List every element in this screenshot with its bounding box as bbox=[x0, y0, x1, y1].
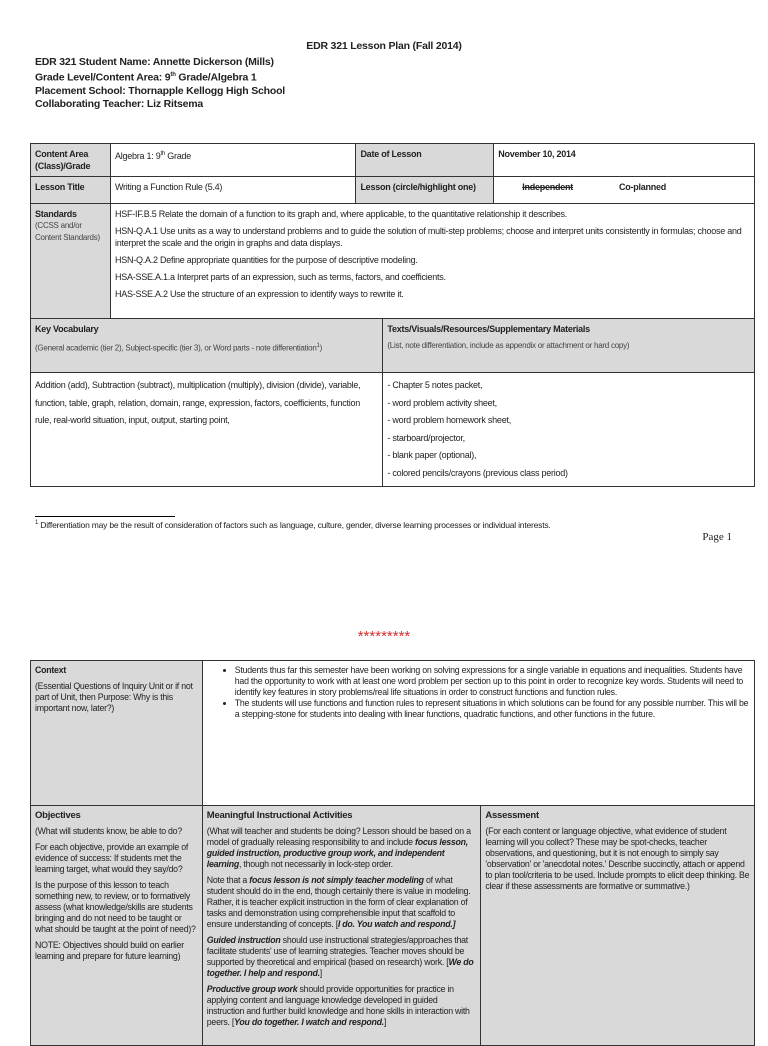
text: of what student should do in the end, though certainly there is value in modeling. Rather, it is teacher explicit instruction in the form of clear explanation of tasks and demonstration using comprehensible input that scaffold to ensure understanding of concepts. [ bbox=[206, 875, 471, 929]
standards-list bbox=[110, 204, 754, 319]
lesson-type-label: Lesson (circle/highlight one) bbox=[356, 177, 494, 204]
grade-text-end: Grade/Algebra 1 bbox=[175, 71, 257, 84]
objectives-text: (What will students know, be able to do? bbox=[35, 826, 182, 836]
lesson-title-label: Lesson Title bbox=[31, 177, 111, 204]
vocab-sub bbox=[35, 340, 378, 355]
text: should use instructional strategies/approaches that facilitate students' use of learning strategies. Teacher moves should be supported by theoretical and empirical (based on research) work. [ bbox=[206, 935, 468, 967]
date-label: Date of Lesson bbox=[356, 144, 494, 177]
context-sub: (Essential Questions of Inquiry Unit or if not part of Unit, then Purpose: Why is this important now, later?) bbox=[35, 681, 193, 713]
vocab-sub-text: (General academic (tier 2), Subject-specific (tier 3), or Word parts - note differentiation bbox=[35, 343, 317, 353]
document-title: EDR 321 Lesson Plan (Fall 2014) bbox=[306, 40, 462, 52]
lesson-details-table bbox=[30, 660, 755, 1046]
activities-para bbox=[207, 826, 477, 870]
objectives-text: Is the purpose of this lesson to teach something new, to review, or to formatively assess (what knowledge/skills are students bringing and do not need to be taught or what should be taught at the point of need)? bbox=[35, 880, 196, 934]
vocab-list: Addition (add), Subtraction (subtract), multiplication (multiply), division (divide), variable, function, table, graph, relation, domain, range, expression, factors, coefficients, function rule, real-world situation, input, output, starting point, bbox=[31, 373, 383, 487]
page-separator: ********* bbox=[357, 628, 411, 645]
objectives-text: NOTE: Objectives should build on earlier learning and prepare for future learning) bbox=[35, 940, 184, 961]
emphasis: focus lesson is not simply teacher modeling bbox=[249, 875, 424, 885]
lesson-type-options bbox=[494, 177, 755, 204]
vocab-header bbox=[31, 319, 383, 373]
objectives-text: For each objective, provide an example of evidence of success: If students met the learning target, what would they say/do? bbox=[35, 842, 189, 874]
materials-label: Texts/Visuals/Resources/Supplementary Materials bbox=[387, 324, 590, 334]
standard-item: HAS-SSE.A.2 Use the structure of an expression to identify ways to rewrite it. bbox=[114, 289, 404, 299]
vocab-materials-table bbox=[30, 318, 755, 487]
standards-label-cell bbox=[31, 204, 111, 319]
material-item: - word problem activity sheet, bbox=[387, 397, 497, 408]
footnote-ref: 1 bbox=[316, 343, 320, 349]
emphasis: You do together. I watch and respond. bbox=[234, 1017, 384, 1027]
materials-list bbox=[383, 373, 755, 487]
emphasis: We do together. I help and respond. bbox=[206, 957, 474, 978]
footnote-text: Differentiation may be the result of consideration of factors such as language, culture, gender, diverse learning processes or individual interests. bbox=[38, 520, 551, 530]
objectives-cell bbox=[31, 806, 203, 1046]
text: (What will teacher and students be doing? Lesson should be based on a model of gradually releasing responsibility to and include bbox=[206, 826, 471, 847]
content-text: Algebra 1: 9 bbox=[114, 151, 161, 161]
context-label: Context bbox=[35, 665, 66, 675]
activities-para bbox=[207, 875, 477, 930]
footnote-number: 1 bbox=[35, 520, 39, 527]
content-area-label: Content Area (Class)/Grade bbox=[31, 144, 111, 177]
grade-text: Grade Level/Content Area: 9 bbox=[35, 71, 171, 84]
lesson-title-value: Writing a Function Rule (5.4) bbox=[110, 177, 355, 204]
standard-item: HSF-IF.B.5 Relate the domain of a function to its graph and, where applicable, to the quantitative relationship it describes. bbox=[114, 209, 567, 219]
text: ] bbox=[319, 968, 322, 978]
header-info bbox=[35, 56, 285, 111]
text: , though not necessarily in lock-step order. bbox=[239, 859, 393, 869]
student-name: EDR 321 Student Name: Annette Dickerson (Mills) bbox=[35, 56, 274, 68]
collaborating-teacher: Collaborating Teacher: Liz Ritsema bbox=[35, 97, 204, 110]
material-item: - colored pencils/crayons (previous class period) bbox=[387, 467, 568, 478]
text: Note that a bbox=[206, 875, 250, 885]
page-number: Page 1 bbox=[702, 531, 732, 543]
standard-item: HSN-Q.A.1 Use units as a way to understand problems and to guide the solution of multi-step problems; choose and interpret units consistently in formulas; choose and interpret the scale and the origin in graphs and data displays. bbox=[114, 226, 742, 248]
emphasis: focus lesson, guided instruction, productive group work, and independent learning bbox=[206, 837, 468, 869]
text: should provide opportunities for practice in applying content and language knowledge developed in guided instruction and further build knowledge and hone skills in interaction with peers. [ bbox=[206, 984, 470, 1027]
standards-label: Standards bbox=[35, 209, 77, 219]
standard-item: HSN-Q.A.2 Define appropriate quantities for the purpose of descriptive modeling. bbox=[114, 255, 418, 265]
activities-cell bbox=[202, 806, 481, 1046]
content-text-end: Grade bbox=[165, 151, 192, 161]
materials-sub: (List, note differentiation, include as appendix or attachment or hard copy) bbox=[387, 341, 630, 350]
footnote bbox=[35, 520, 551, 530]
context-label-cell bbox=[31, 661, 203, 806]
option-coplanned: Co-planned bbox=[619, 182, 667, 192]
vocab-label: Key Vocabulary bbox=[35, 324, 99, 334]
footnote-divider bbox=[35, 516, 175, 517]
standards-sub: (CCSS and/or Content Standards) bbox=[35, 221, 100, 242]
context-item: • The students will use functions and function rules to represent situations in which solutions can be found for any possible number. This will be a stepping-stone for students into dealing with linear functions, quadratic functions, and other functions in the future. bbox=[235, 698, 750, 720]
content-area-value bbox=[110, 144, 355, 177]
material-item: - blank paper (optional), bbox=[387, 450, 477, 460]
vocab-sub-end: ) bbox=[319, 343, 323, 353]
content-sup: th bbox=[160, 151, 166, 157]
standard-item: HSA-SSE.A.1.a Interpret parts of an expression, such as terms, factors, and coefficients. bbox=[114, 272, 446, 282]
activities-para bbox=[207, 984, 477, 1028]
material-item: - starboard/projector, bbox=[387, 432, 465, 443]
assessment-text: (For each content or language objective, what evidence of student learning will you collect? These may be spot-checks, teacher observations, and questioning, but it is not enough to simply say 'observation' or 'anecdotal notes.' Describe succinctly, attach or append to plan tool/criteria to be used. Include prompts to elicit deep thinking. Be clear if these assessments are formative or summative.) bbox=[485, 826, 750, 891]
emphasis: I do. You watch and respond.] bbox=[337, 919, 456, 929]
text: ] bbox=[383, 1017, 387, 1027]
placement-school: Placement School: Thornapple Kellogg High School bbox=[35, 84, 286, 97]
objectives-label: Objectives bbox=[35, 810, 81, 821]
context-content bbox=[202, 661, 754, 806]
emphasis: Productive group work bbox=[206, 984, 298, 994]
material-item: - Chapter 5 notes packet, bbox=[387, 380, 483, 390]
materials-header bbox=[383, 319, 755, 373]
assessment-label: Assessment bbox=[485, 810, 539, 821]
grade-sup: th bbox=[170, 72, 176, 78]
context-item: • Students thus far this semester have been working on solving expressions for a single variable in equations and inequalities. Students have had the opportunity to work with at least one word problem per section up to this point in order to recognize key words. Students will need to identify key features in story problems/real life situations in order to construct functions and function rules. bbox=[235, 665, 750, 698]
activities-label: Meaningful Instructional Activities bbox=[206, 810, 353, 821]
date-value: November 10, 2014 bbox=[494, 144, 755, 177]
lesson-info-table bbox=[30, 143, 755, 319]
emphasis: Guided instruction bbox=[206, 935, 281, 945]
grade-level bbox=[35, 69, 285, 85]
material-item: - word problem homework sheet, bbox=[387, 415, 511, 425]
activities-para bbox=[207, 935, 477, 979]
assessment-cell bbox=[481, 806, 755, 1046]
option-independent: Independent bbox=[522, 182, 574, 192]
